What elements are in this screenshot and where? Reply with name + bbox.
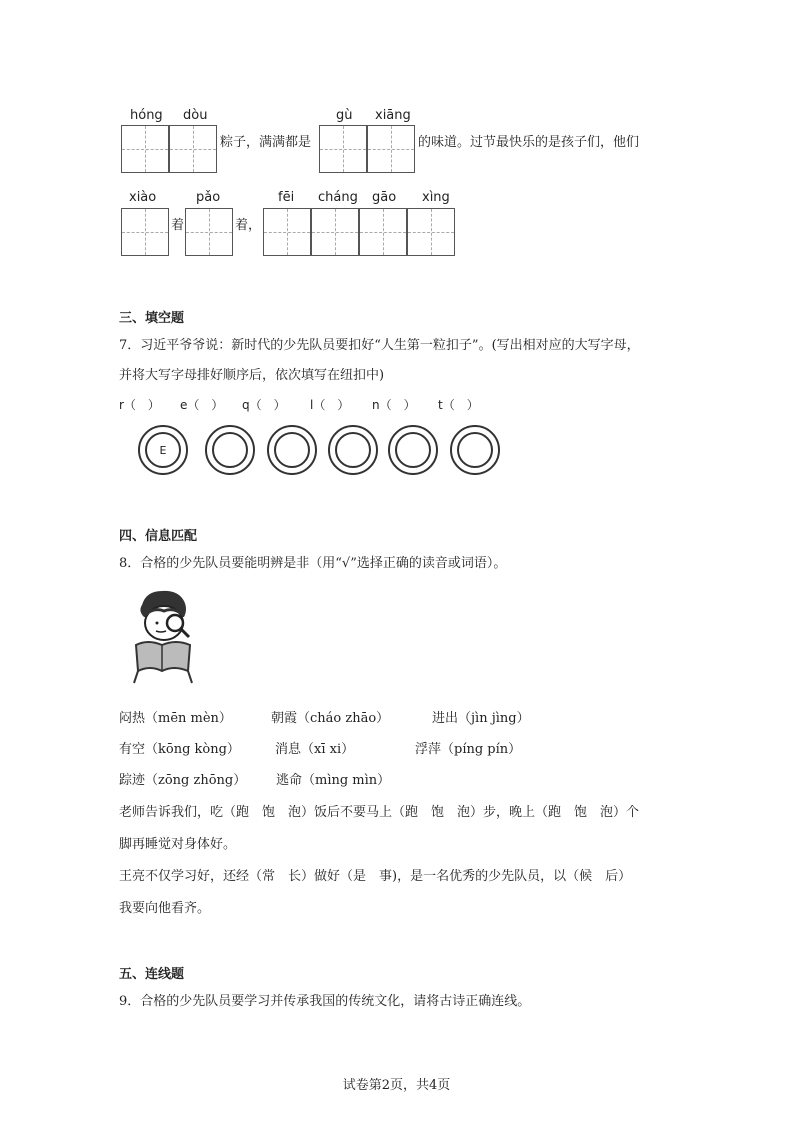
pinyin-xing: xìng (422, 190, 450, 205)
letter-blank[interactable]: l（ ） (310, 398, 350, 412)
question-text: 并将大写字母排好顺序后，依次填写在纽扣中) (119, 368, 385, 383)
pinyin-chang: cháng (318, 190, 358, 205)
sentence-choice[interactable]: 老师告诉我们，吃（跑 饱 泡）饭后不要马上（跑 饱 泡）步，晚上（跑 饱 泡）个 (119, 805, 640, 820)
sentence-text: 脚再睡觉对身体好。 (119, 837, 237, 852)
answer-box[interactable] (263, 208, 311, 256)
letter-blank[interactable]: e（ ） (180, 398, 224, 412)
button-circle[interactable] (388, 425, 438, 475)
pinyin-pao: pǎo (196, 190, 221, 205)
answer-box[interactable] (359, 208, 407, 256)
letter-blank[interactable]: r（ ） (119, 398, 160, 412)
q6-text: 粽子，满满都是 (220, 135, 312, 150)
sentence-choice[interactable]: 王亮不仅学习好，还经（常 长）做好（是 事)，是一名优秀的少先队员，以（候 后） (119, 869, 632, 884)
button-circle[interactable] (328, 425, 378, 475)
pinyin-hong: hóng (130, 108, 163, 123)
button-letter (395, 432, 431, 468)
pinyin-xiao: xiào (129, 190, 157, 205)
answer-box[interactable] (185, 208, 233, 256)
boy-magnifier-illustration (128, 585, 200, 685)
question-text: 8．合格的少先队员要能明辨是非（用“√”选择正确的读音或词语）。 (119, 556, 507, 571)
button-letter (335, 432, 371, 468)
answer-box[interactable] (121, 208, 169, 256)
q6-text: 着 (171, 218, 185, 233)
answer-box[interactable] (169, 125, 217, 173)
answer-box[interactable] (319, 125, 367, 173)
word-choice[interactable]: 逃命（mìng mìn） (276, 773, 391, 788)
answer-box[interactable] (311, 208, 359, 256)
button-letter: E (145, 432, 181, 468)
word-choice[interactable]: 闷热（mēn mèn） (119, 711, 232, 726)
pinyin-dou: dòu (183, 108, 208, 123)
pinyin-fei: fēi (278, 190, 295, 205)
q6-text: 着， (235, 218, 262, 233)
button-circle[interactable] (267, 425, 317, 475)
answer-box[interactable] (121, 125, 169, 173)
question-text: 7．习近平爷爷说：新时代的少先队员要扣好“人生第一粒扣子”。(写出相对应的大写字母， (119, 338, 640, 353)
answer-box[interactable] (407, 208, 455, 256)
word-choice[interactable]: 有空（kōng kòng） (119, 742, 240, 757)
button-letter (212, 432, 248, 468)
button-circle[interactable] (138, 425, 188, 475)
letter-blank[interactable]: q（ ） (242, 398, 286, 412)
answer-box[interactable] (367, 125, 415, 173)
button-circle[interactable] (450, 425, 500, 475)
letter-blank[interactable]: t（ ） (438, 398, 479, 412)
section-heading: 五、连线题 (119, 967, 185, 982)
word-choice[interactable]: 踪迹（zōng zhōng） (119, 773, 247, 788)
button-letter (457, 432, 493, 468)
word-choice[interactable]: 消息（xī xi） (275, 742, 355, 757)
pinyin-gao: gāo (372, 190, 397, 205)
section-heading: 三、填空题 (119, 311, 185, 326)
question-text: 9．合格的少先队员要学习并传承我国的传统文化，请将古诗正确连线。 (119, 994, 531, 1009)
button-letter (274, 432, 310, 468)
q6-text: 的味道。过节最快乐的是孩子们，他们 (418, 135, 640, 150)
page-footer: 试卷第2页，共4页 (342, 1078, 451, 1093)
word-choice[interactable]: 进出（jìn jìng） (432, 711, 530, 726)
letter-blank[interactable]: n（ ） (372, 398, 416, 412)
button-circle[interactable] (205, 425, 255, 475)
pinyin-gu: gù (336, 108, 353, 123)
sentence-text: 我要向他看齐。 (119, 901, 211, 916)
section-heading: 四、信息匹配 (119, 529, 198, 544)
word-choice[interactable]: 朝霞（cháo zhāo） (271, 711, 390, 726)
word-choice[interactable]: 浮萍（píng pín） (415, 742, 522, 757)
pinyin-xiang: xiāng (375, 108, 411, 123)
